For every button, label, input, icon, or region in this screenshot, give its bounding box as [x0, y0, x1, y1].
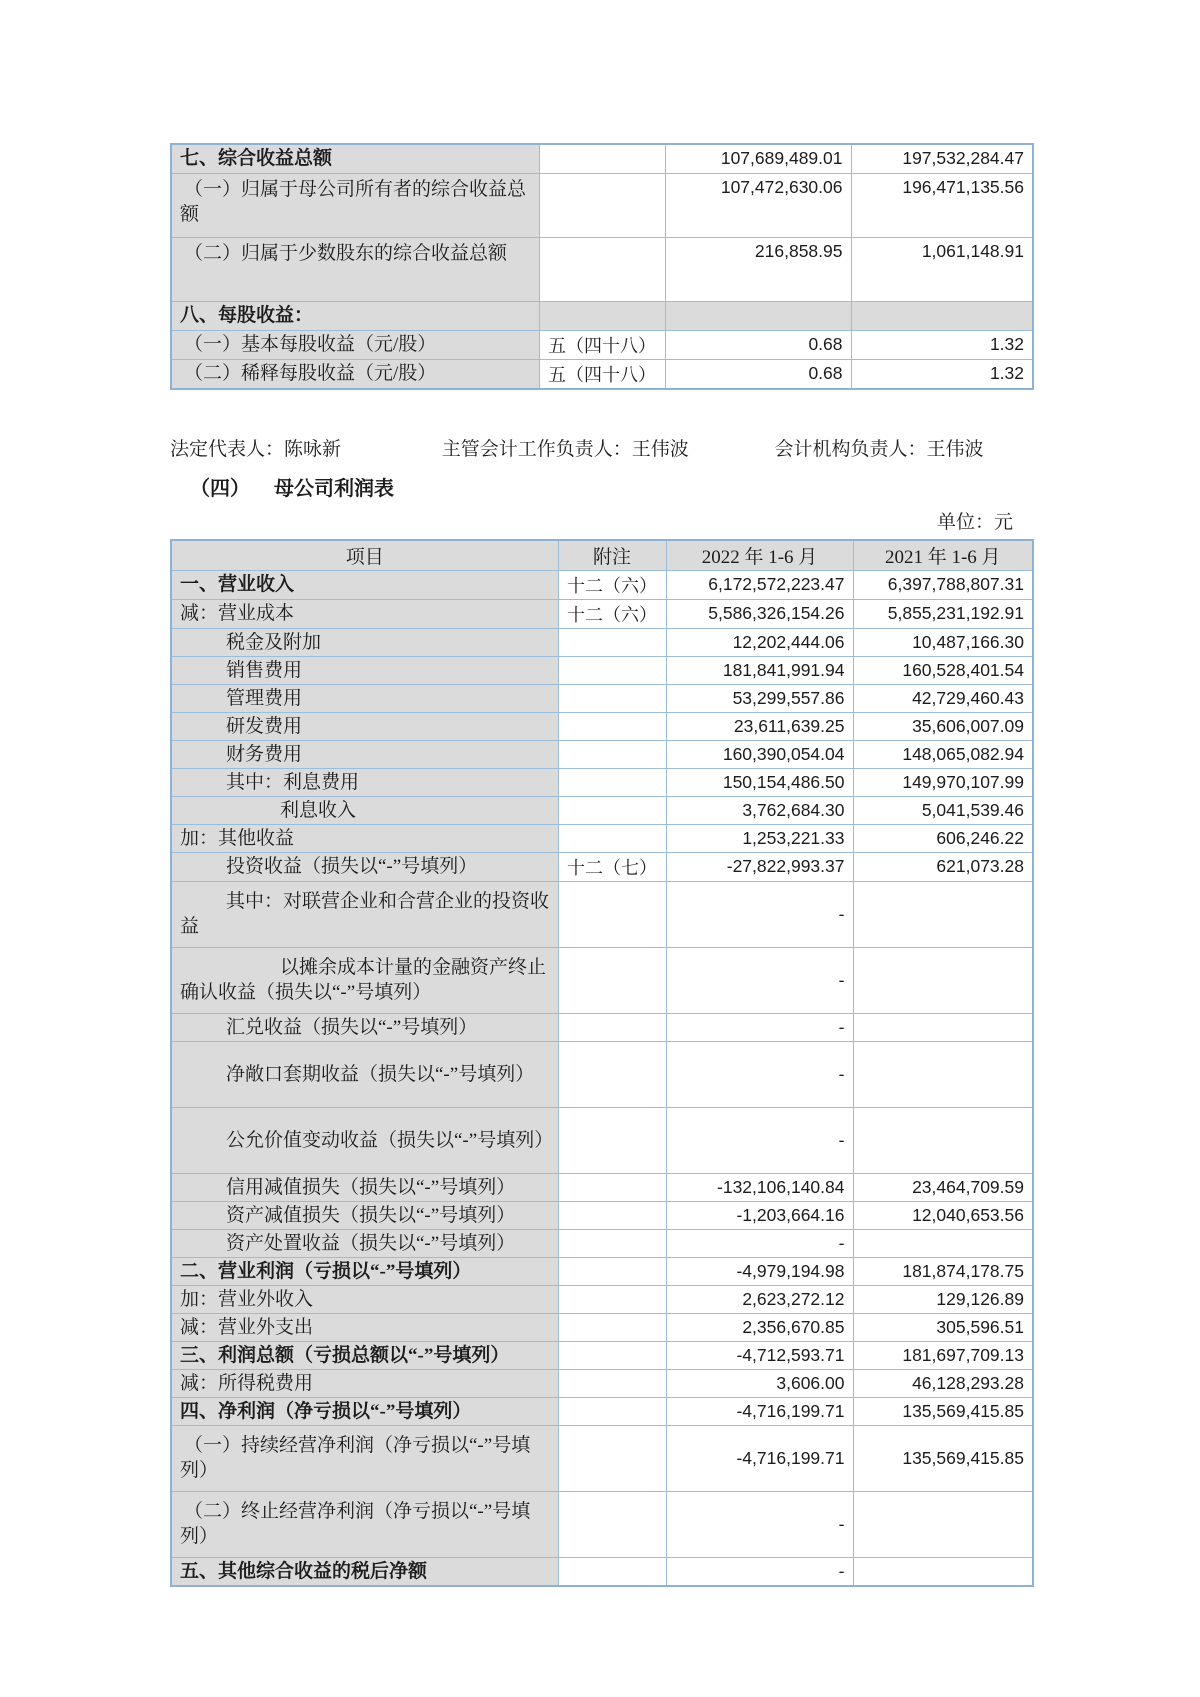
table-row [171, 599, 1033, 628]
row-value-2022: -1,203,664.16 [666, 1201, 853, 1229]
table-row [171, 684, 1033, 712]
row-value-2022: 0.68 [665, 359, 851, 389]
table-row [171, 1425, 1033, 1491]
row-value-2022: -4,979,194.98 [666, 1257, 853, 1285]
row-value-2022: 3,762,684.30 [666, 796, 853, 824]
row-note: 十二（七） [558, 852, 666, 881]
row-note [558, 712, 666, 740]
table-row [171, 740, 1033, 768]
table-row [171, 656, 1033, 684]
row-note [539, 144, 665, 173]
table-row [171, 173, 1033, 237]
row-label: 销售费用 [171, 656, 558, 684]
row-note [558, 1257, 666, 1285]
row-value-2022: -4,712,593.71 [666, 1341, 853, 1369]
table-row [171, 1313, 1033, 1341]
row-value-2021 [853, 1013, 1033, 1041]
row-note [558, 881, 666, 947]
parent-income-statement-table [170, 539, 1034, 1587]
table-row [171, 628, 1033, 656]
section-heading [170, 475, 1032, 503]
row-label: （二）终止经营净利润（净亏损以“-”号填列） [171, 1491, 558, 1557]
row-note [558, 796, 666, 824]
row-label: 管理费用 [171, 684, 558, 712]
row-value-2022: -27,822,993.37 [666, 852, 853, 881]
row-label: 研发费用 [171, 712, 558, 740]
row-label: 二、营业利润（亏损以“-”号填列） [171, 1257, 558, 1285]
table-row [171, 301, 1033, 330]
row-value-2022: 5,586,326,154.26 [666, 599, 853, 628]
row-note: 十二（六） [558, 599, 666, 628]
row-label: 财务费用 [171, 740, 558, 768]
row-value-2021 [853, 1491, 1033, 1557]
row-label: 汇兑收益（损失以“-”号填列） [171, 1013, 558, 1041]
table-row [171, 1201, 1033, 1229]
row-label: 利息收入 [171, 796, 558, 824]
row-value-2021: 129,126.89 [853, 1285, 1033, 1313]
row-value-2022 [665, 301, 851, 330]
row-value-2022: - [666, 1013, 853, 1041]
row-value-2021: 5,855,231,192.91 [853, 599, 1033, 628]
table-row [171, 237, 1033, 301]
row-note [558, 1013, 666, 1041]
row-value-2021: 1.32 [851, 330, 1033, 359]
row-value-2021: 305,596.51 [853, 1313, 1033, 1341]
chief-accounting-officer: 主管会计工作负责人：王伟波 [441, 438, 689, 460]
row-note [539, 301, 665, 330]
row-value-2021: 181,874,178.75 [853, 1257, 1033, 1285]
row-label: 以摊余成本计量的金融资产终止确认收益（损失以“-”号填列） [171, 947, 558, 1013]
row-label: 税金及附加 [171, 628, 558, 656]
row-value-2021: 621,073.28 [853, 852, 1033, 881]
row-note [558, 684, 666, 712]
row-note [558, 1201, 666, 1229]
header-item: 项目 [171, 540, 558, 571]
header-2021: 2021 年 1-6 月 [853, 540, 1033, 571]
row-note [558, 824, 666, 852]
table-row [171, 1229, 1033, 1257]
row-value-2022: - [666, 1491, 853, 1557]
table-row [171, 330, 1033, 359]
row-value-2021: 5,041,539.46 [853, 796, 1033, 824]
row-value-2022: 0.68 [665, 330, 851, 359]
row-value-2022: 181,841,991.94 [666, 656, 853, 684]
row-value-2021: 1.32 [851, 359, 1033, 389]
row-value-2021: 606,246.22 [853, 824, 1033, 852]
row-value-2021: 196,471,135.56 [851, 173, 1033, 237]
row-label: 五、其他综合收益的税后净额 [171, 1557, 558, 1586]
table-row [171, 796, 1033, 824]
row-value-2021: 181,697,709.13 [853, 1341, 1033, 1369]
row-value-2021: 148,065,082.94 [853, 740, 1033, 768]
row-value-2022: 107,472,630.06 [665, 173, 851, 237]
row-note [558, 1107, 666, 1173]
table-header-row [171, 540, 1033, 571]
row-note [558, 1425, 666, 1491]
row-label: （一）基本每股收益（元/股） [171, 330, 539, 359]
row-label: 减：营业成本 [171, 599, 558, 628]
legal-representative: 法定代表人：陈咏新 [170, 438, 342, 460]
row-label: 公允价值变动收益（损失以“-”号填列） [171, 1107, 558, 1173]
row-value-2021: 1,061,148.91 [851, 237, 1033, 301]
row-value-2022: 107,689,489.01 [665, 144, 851, 173]
row-value-2021 [851, 301, 1033, 330]
row-value-2022: 160,390,054.04 [666, 740, 853, 768]
row-label: 四、净利润（净亏损以“-”号填列） [171, 1397, 558, 1425]
table-row [171, 1491, 1033, 1557]
row-value-2022: - [666, 1107, 853, 1173]
row-value-2021 [853, 1107, 1033, 1173]
row-value-2021 [853, 881, 1033, 947]
table-row [171, 1173, 1033, 1201]
table-row [171, 1257, 1033, 1285]
table-row [171, 144, 1033, 173]
row-note [558, 947, 666, 1013]
row-label: 减：所得税费用 [171, 1369, 558, 1397]
row-note: 十二（六） [558, 570, 666, 599]
table-row [171, 768, 1033, 796]
page-content [170, 143, 1032, 1587]
row-value-2022: - [666, 947, 853, 1013]
unit-label: 单位：元 [936, 511, 1013, 533]
header-note: 附注 [558, 540, 666, 571]
row-label: 其中：对联营企业和合营企业的投资收益 [171, 881, 558, 947]
row-note [558, 768, 666, 796]
row-note [558, 1041, 666, 1107]
row-value-2021: 35,606,007.09 [853, 712, 1033, 740]
table-row [171, 1285, 1033, 1313]
row-value-2022: -4,716,199.71 [666, 1397, 853, 1425]
row-value-2022: 2,623,272.12 [666, 1285, 853, 1313]
row-value-2021 [853, 1229, 1033, 1257]
row-value-2021 [853, 1041, 1033, 1107]
row-label: 三、利润总额（亏损总额以“-”号填列） [171, 1341, 558, 1369]
row-note [558, 1285, 666, 1313]
row-value-2022: -4,716,199.71 [666, 1425, 853, 1491]
row-value-2022: - [666, 881, 853, 947]
table-row [171, 1397, 1033, 1425]
row-note [558, 1313, 666, 1341]
row-value-2022: 1,253,221.33 [666, 824, 853, 852]
row-value-2021: 135,569,415.85 [853, 1397, 1033, 1425]
table-row [171, 359, 1033, 389]
header-2022: 2022 年 1-6 月 [666, 540, 853, 571]
row-note [558, 1369, 666, 1397]
row-value-2022: - [666, 1229, 853, 1257]
row-note [539, 173, 665, 237]
row-label: 七、综合收益总额 [171, 144, 539, 173]
row-label: 加：营业外收入 [171, 1285, 558, 1313]
row-label: 一、营业收入 [171, 570, 558, 599]
row-note [558, 1341, 666, 1369]
row-label: 净敞口套期收益（损失以“-”号填列） [171, 1041, 558, 1107]
table-row [171, 570, 1033, 599]
table-row [171, 947, 1033, 1013]
row-note [558, 1557, 666, 1586]
row-label: （二）稀释每股收益（元/股） [171, 359, 539, 389]
row-label: 资产处置收益（损失以“-”号填列） [171, 1229, 558, 1257]
row-label: 加：其他收益 [171, 824, 558, 852]
row-value-2022: 23,611,639.25 [666, 712, 853, 740]
row-label: 投资收益（损失以“-”号填列） [171, 852, 558, 881]
row-value-2022: 150,154,486.50 [666, 768, 853, 796]
row-value-2022: 53,299,557.86 [666, 684, 853, 712]
row-label: （一）持续经营净利润（净亏损以“-”号填列） [171, 1425, 558, 1491]
row-value-2021: 160,528,401.54 [853, 656, 1033, 684]
row-value-2022: 12,202,444.06 [666, 628, 853, 656]
row-note [558, 1173, 666, 1201]
comprehensive-income-table [170, 143, 1034, 390]
row-note [558, 656, 666, 684]
row-value-2022: - [666, 1041, 853, 1107]
row-note [539, 237, 665, 301]
row-value-2022: - [666, 1557, 853, 1586]
accounting-department-head: 会计机构负责人：王伟波 [774, 438, 984, 460]
row-label: 其中：利息费用 [171, 768, 558, 796]
section-title: 母公司利润表 [274, 477, 394, 500]
row-value-2021: 12,040,653.56 [853, 1201, 1033, 1229]
table-row [171, 852, 1033, 881]
table-row [171, 1557, 1033, 1586]
row-value-2022: 2,356,670.85 [666, 1313, 853, 1341]
row-label: 减：营业外支出 [171, 1313, 558, 1341]
row-value-2021 [853, 947, 1033, 1013]
row-value-2021: 135,569,415.85 [853, 1425, 1033, 1491]
row-value-2022: -132,106,140.84 [666, 1173, 853, 1201]
row-value-2021: 46,128,293.28 [853, 1369, 1033, 1397]
table-row [171, 1041, 1033, 1107]
table-row [171, 1107, 1033, 1173]
row-note [558, 1397, 666, 1425]
table-row [171, 1341, 1033, 1369]
row-value-2021 [853, 1557, 1033, 1586]
row-note [558, 1491, 666, 1557]
row-value-2021: 6,397,788,807.31 [853, 570, 1033, 599]
row-note: 五（四十八） [539, 330, 665, 359]
row-label: 资产减值损失（损失以“-”号填列） [171, 1201, 558, 1229]
row-value-2022: 3,606.00 [666, 1369, 853, 1397]
row-label: 八、每股收益： [171, 301, 539, 330]
row-label: 信用减值损失（损失以“-”号填列） [171, 1173, 558, 1201]
section-number: （四） [190, 477, 250, 500]
row-value-2021: 197,532,284.47 [851, 144, 1033, 173]
table-row [171, 1013, 1033, 1041]
row-value-2021: 10,487,166.30 [853, 628, 1033, 656]
table-row [171, 881, 1033, 947]
table-row [171, 1369, 1033, 1397]
row-value-2022: 216,858.95 [665, 237, 851, 301]
row-note: 五（四十八） [539, 359, 665, 389]
row-label: （二）归属于少数股东的综合收益总额 [171, 237, 539, 301]
row-note [558, 628, 666, 656]
row-value-2021: 42,729,460.43 [853, 684, 1033, 712]
table-row [171, 712, 1033, 740]
signature-line [170, 434, 1032, 461]
row-label: （一）归属于母公司所有者的综合收益总额 [171, 173, 539, 237]
row-value-2022: 6,172,572,223.47 [666, 570, 853, 599]
row-note [558, 1229, 666, 1257]
row-value-2021: 149,970,107.99 [853, 768, 1033, 796]
row-note [558, 740, 666, 768]
table-row [171, 824, 1033, 852]
row-value-2021: 23,464,709.59 [853, 1173, 1033, 1201]
